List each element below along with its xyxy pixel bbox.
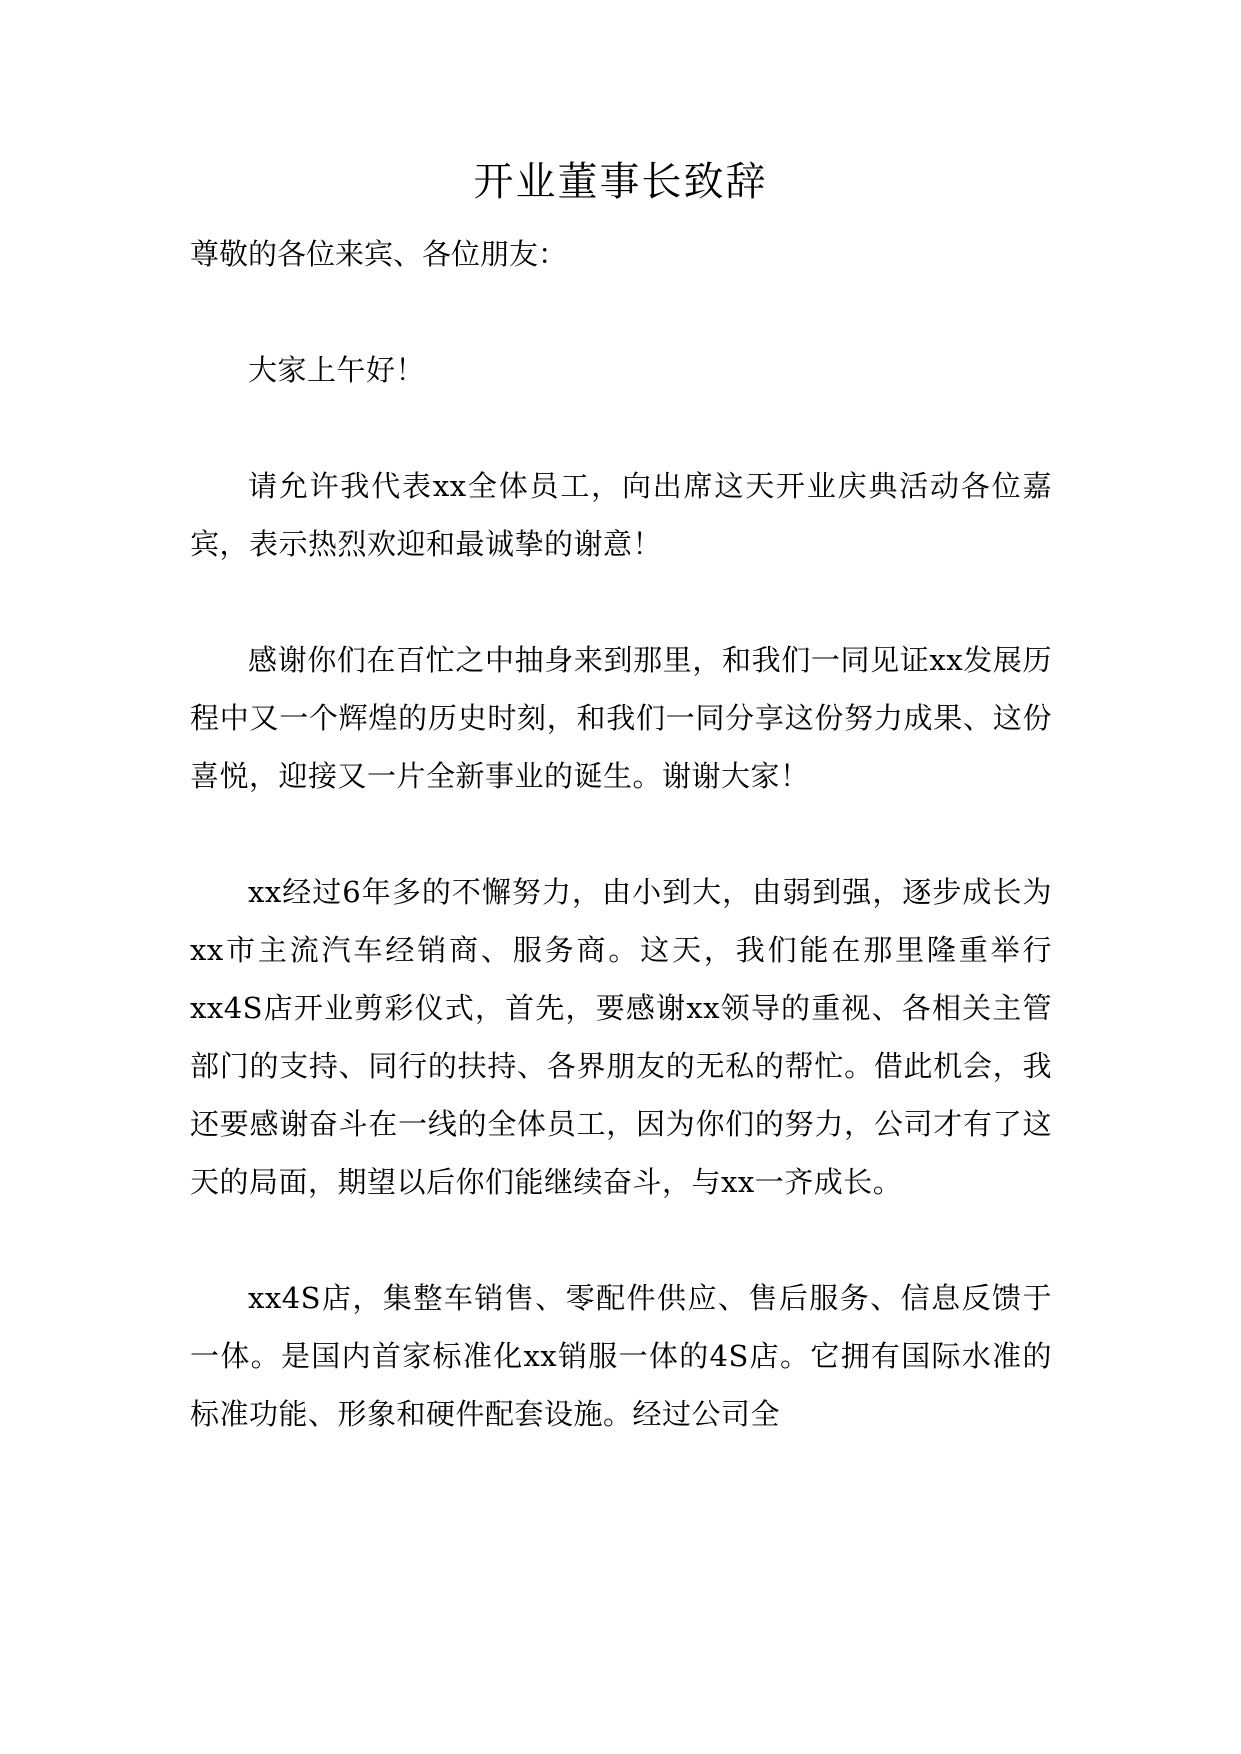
salutation: 尊敬的各位来宾、各位朋友： — [190, 237, 568, 271]
paragraph-greeting: 大家上午好！ — [248, 353, 426, 387]
paragraph-history: xx经过6年多的不懈努力，由小到大，由弱到强，逐步成长为xx市主流汽车经销商、服务商。这天，我们能在那里隆重举行xx4S店开业剪彩仪式，首先，要感谢xx领导的重视、各相关主管部门的支持、同行的扶持、各界朋友的无私的帮忙。借此机会，我还要感谢奋斗在一线的全体员工，因为你们的努力，公司才有了这天的局面，期望以后你们能继续奋斗，与xx一齐成长。 — [190, 875, 1052, 1199]
document-body — [190, 225, 1052, 1443]
document-title: 开业董事长致辞 — [473, 159, 768, 205]
paragraph-welcome: 请允许我代表xx全体员工，向出席这天开业庆典活动各位嘉宾，表示热烈欢迎和最诚挚的谢意！ — [190, 469, 1052, 561]
paragraph-thanks: 感谢你们在百忙之中抽身来到那里，和我们一同见证xx发展历程中又一个辉煌的历史时刻，和我们一同分享这份努力成果、这份喜悦，迎接又一片全新事业的诞生。谢谢大家！ — [190, 643, 1052, 793]
paragraph-store-intro: xx4S店，集整车销售、零配件供应、售后服务、信息反馈于一体。是国内首家标准化xx销服一体的4S店。它拥有国际水准的标准功能、形象和硬件配套设施。经过公司全 — [190, 1281, 1052, 1431]
